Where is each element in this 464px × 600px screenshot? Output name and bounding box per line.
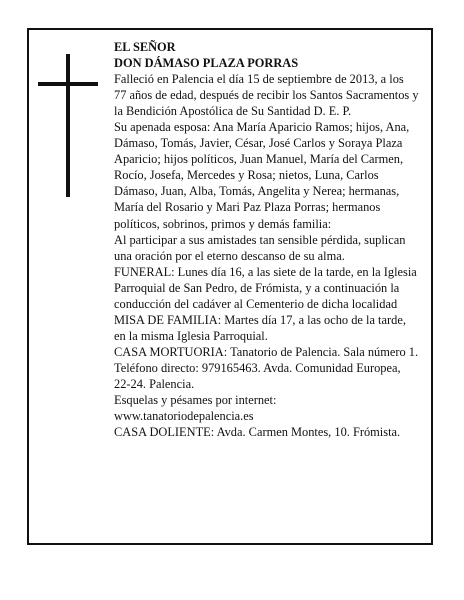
funeral-home-details: CASA MORTUORIA: Tanatorio de Palencia. Sala número 1. Teléfono directo: 979165463. Avda. Comunidad Europea, 22-24. Palencia. [114, 344, 419, 391]
prayer-request: Al participar a sus amistades tan sensible pérdida, suplican una oración por el eterno descanso de su alma. [114, 232, 406, 263]
online-condolences-url: www.tanatoriodepalencia.es [114, 409, 254, 424]
family-list: Su apenada esposa: Ana María Aparicio Ramos; hijos, Ana, Dámaso, Tomás, Javier, César, José Carlos y Soraya Plaza Aparicio; hijos políticos, Juan Manuel, María del Carmen, Rocío, Josefa, Mercedes y Rosa; nietos, Luna, Carlos Dámaso, Juan, Alba, Tomás, Angelita y Nerea; hermanas, María del Rosario y Mari Paz Plaza Porras; hermanos políticos, sobrinos, primos y demás familia: [114, 120, 410, 231]
funeral-details: FUNERAL: Lunes día 16, a las siete de la tarde, en la Iglesia Parroquial de San Pedro, de Frómista, y a continuación la conducción del cadáver al Cementerio de dicha localidad [114, 264, 417, 311]
obituary-title: EL SEÑOR [114, 40, 176, 54]
online-condolences-label: Esquelas y pésames por internet: [114, 393, 277, 408]
family-mass-details: MISA DE FAMILIA: Martes día 17, a las ocho de la tarde, en la misma Iglesia Parroquial. [114, 312, 406, 343]
cross-horizontal-bar [38, 82, 98, 86]
death-announcement: Falleció en Palencia el día 15 de septiembre de 2013, a los 77 años de edad, después de recibir los Santos Sacramentos y la Bendición Apostólica de Su Santidad D. E. P. [114, 72, 419, 119]
family-home-address: CASA DOLIENTE: Avda. Carmen Montes, 10. Frómista. [114, 425, 401, 440]
cross-vertical-bar [66, 54, 70, 197]
deceased-name: DON DÁMASO PLAZA PORRAS [114, 56, 299, 71]
obituary-text [114, 39, 419, 440]
